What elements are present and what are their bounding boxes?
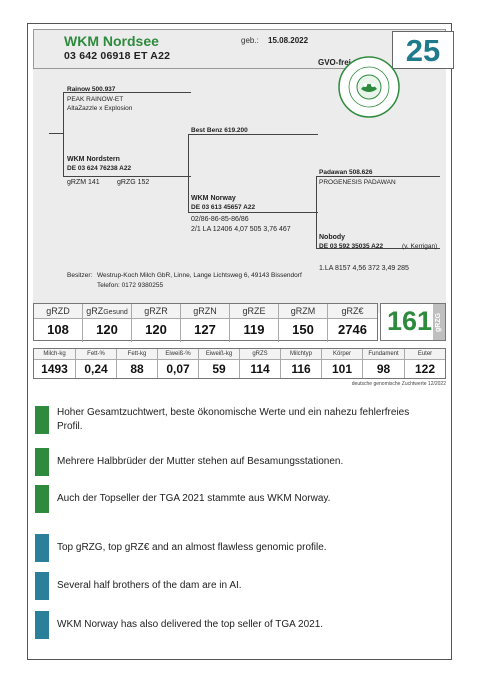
birthdate-value: 15.08.2022 [268,36,309,45]
score-label: gRZE [230,304,278,319]
perf-cell [158,349,199,378]
total-score-box [380,303,446,341]
bullet-marker [35,448,49,476]
score-cell [132,304,181,342]
grand-sire: Best Benz 619.200 [191,127,248,134]
perf-label: Fett-kg [117,349,157,360]
dam-sire-name: Rainow 500.937 [67,86,116,93]
score-label [83,304,131,319]
pedigree-line [316,176,317,248]
sire-dam-reg: DE 03 613 45657 A22 [191,204,256,211]
dam-sire-sub1: PEAK RAINOW-ET [67,96,124,103]
dam-rzg: gRZG 152 [117,179,150,186]
perf-label: Eiweiß-% [158,349,198,360]
perf-cell [363,349,405,378]
perf-cell [199,349,240,378]
score-label: gRZ€ [328,304,377,319]
pedigree-line [188,134,189,212]
score-cell [279,304,328,342]
score-cell [83,304,132,342]
perf-label: Fundament [363,349,404,360]
perf-cell [240,349,281,378]
perf-value: 1493 [41,362,68,376]
perf-value: 88 [130,362,144,376]
score-value: 108 [47,322,69,337]
bullet-text: Mehrere Halbbrüder der Mutter stehen auf Besamungsstationen. [57,456,344,467]
sale-catalog-card [27,23,452,660]
perf-value: 98 [376,362,391,376]
footnote: deutsche genomische Zuchtwerte 12/2022 [351,381,446,387]
perf-label: Milchtyp [281,349,321,360]
seal-logo-icon [337,55,401,119]
bullet-text: WKM Norway has also delivered the top seller of TGA 2021. [57,619,324,630]
perf-value: 59 [212,362,226,376]
pedigree-line [49,133,63,134]
bullet-marker [35,485,49,513]
score-cell [34,304,83,342]
animal-name: WKM Nordsee [64,33,159,49]
score-label: gRZR [132,304,180,319]
perf-label: Körper [322,349,362,360]
score-value: 127 [194,322,216,337]
perf-cell [117,349,158,378]
pedigree-line [316,176,440,177]
gvo-badge: GVO-frei [318,58,351,67]
perf-cell [281,349,322,378]
sire-sire: Padawan 508.626 [319,169,373,176]
bullet-marker [35,611,49,639]
score-label: gRZN [181,304,229,319]
score-cell [181,304,230,342]
score-value: 120 [145,322,167,337]
score-value: 119 [243,322,265,337]
pedigree-line [188,134,318,135]
pedigree-line [188,212,318,213]
gdam-breeder: (v. Kerrigan) [402,243,438,250]
catalog-number: 25 [392,31,454,69]
sire-dam-line1: 02/86-86-85-86/86 [191,216,249,223]
owner-phone: Telefon: 0172 9380255 [97,282,164,289]
pedigree-line [63,176,191,177]
score-value: 2746 [338,322,367,337]
bullet-text: Auch der Topseller der TGA 2021 stammte aus WKM Norway. [57,493,331,504]
sire-sire-sub: PROGENESIS PADAWAN [319,179,396,186]
bullet-marker [35,572,49,600]
bullet-text: Hoher Gesamtzuchtwert, beste ökonomische Werte und ein nahezu fehlerfreies Profil. [57,407,410,432]
bullet-text: Top gRZG, top gRZ€ and an almost flawless genomic profile. [57,542,327,553]
dam-rzm: gRZM 141 [67,179,100,186]
dam-reg: DE 03 624 76238 A22 [67,165,132,172]
perf-cell [322,349,363,378]
perf-label: Fett-% [76,349,116,360]
dam-sire-sub2: AltaZazzle x Explosion [67,105,133,112]
perf-value: 114 [250,362,270,376]
owner-address: Westrup-Koch Milch GbR, Linne, Lange Lichtsweg 6, 49143 Bissendorf [97,272,302,279]
bullet-text: Several half brothers of the dam are in AI. [57,580,242,591]
score-cell [230,304,279,342]
perf-label: Euter [405,349,445,360]
perf-cell [405,349,445,378]
perf-label: Milch-kg [34,349,75,360]
score-cell [328,304,377,342]
owner-label: Besitzer: [67,272,93,279]
total-score-value: 161 [387,306,433,336]
total-score-label: gRZG [433,304,445,340]
score-label-sub: Gesund [103,309,128,316]
gdam-name: Nobody [319,234,346,241]
perf-label: Eiweiß-kg [199,349,239,360]
pedigree-panel [33,29,446,313]
bullet-marker [35,534,49,562]
score-value: 150 [292,322,314,337]
gdam-reg: DE 03 592 35035 A22 [319,243,384,250]
perf-value: 101 [331,362,353,376]
perf-cell [76,349,117,378]
perf-value: 116 [291,362,311,376]
sire-dam-line2: 2/1 LA 12406 4,07 505 3,76 467 [191,226,291,233]
breeding-values-row [33,303,378,341]
perf-value: 122 [414,362,436,376]
gdam-performance: 1.LA 8157 4,56 372 3,49 285 [319,265,409,272]
score-label: gRZM [279,304,327,319]
perf-value: 0,07 [166,362,190,376]
score-value: 120 [96,322,118,337]
birthdate-label: geb.: [241,36,259,45]
bullet-marker [35,406,49,434]
perf-cell [34,349,76,378]
performance-values-row [33,348,446,379]
sire-dam-name: WKM Norway [191,195,236,202]
dam-name: WKM Nordstern [67,156,120,163]
score-label: gRZD [34,304,82,319]
score-label-main: gRZ [86,306,104,316]
registration-number: 03 642 06918 ET A22 [64,50,171,62]
perf-label: gRZS [240,349,280,360]
perf-value: 0,24 [84,362,108,376]
pedigree-line [63,92,64,176]
